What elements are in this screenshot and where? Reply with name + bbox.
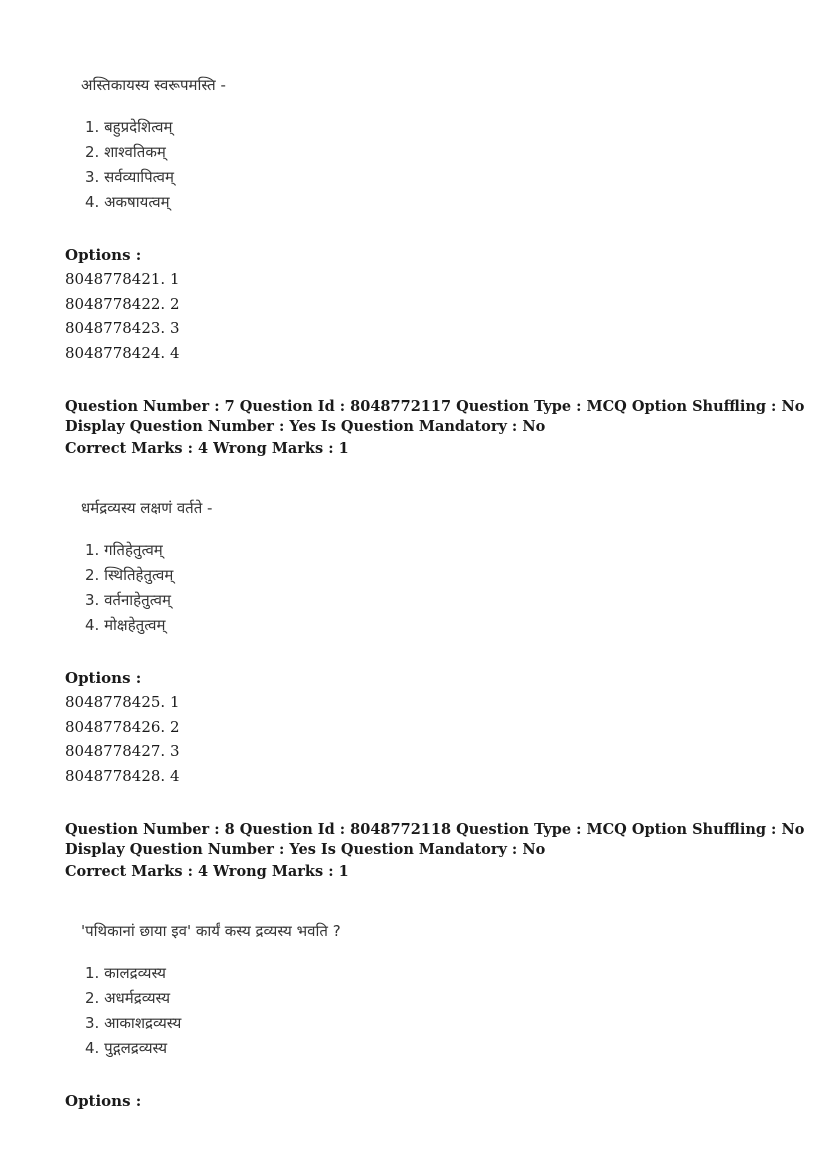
choice-item: 1. कालद्रव्यस्य xyxy=(85,964,166,982)
choice-item: 3. सर्वव्यापित्वम् xyxy=(85,168,174,186)
choice-item: 2. अधर्मद्रव्यस्य xyxy=(85,989,171,1007)
question-meta-line: Question Number : 8 Question Id : 8048772118 Question Type : MCQ Option Shuffling : No xyxy=(65,821,805,838)
choice-item: 1. गतिहेतुत्वम् xyxy=(85,541,163,559)
choice-item: 1. बहुप्रदेशित्वम् xyxy=(85,118,173,136)
option-id: 8048778423. 3 xyxy=(65,319,180,338)
choice-list xyxy=(85,961,181,1061)
marks-line: Correct Marks : 4 Wrong Marks : 1 xyxy=(65,863,349,880)
option-id: 8048778428. 4 xyxy=(65,767,180,786)
choice-list xyxy=(85,538,173,638)
choice-list xyxy=(85,115,174,215)
question-meta-line: Question Number : 7 Question Id : 8048772117 Question Type : MCQ Option Shuffling : No xyxy=(65,398,805,415)
question-text: धर्मद्रव्यस्य लक्षणं वर्तते - xyxy=(81,499,213,517)
options-label: Options : xyxy=(65,669,142,687)
option-id: 8048778424. 4 xyxy=(65,344,180,363)
option-id: 8048778422. 2 xyxy=(65,294,180,313)
option-id: 8048778426. 2 xyxy=(65,717,180,736)
choice-item: 3. आकाशद्रव्यस्य xyxy=(85,1014,182,1032)
option-id-list xyxy=(65,267,180,366)
choice-item: 4. पुद्गलद्रव्यस्य xyxy=(85,1039,168,1057)
question-meta xyxy=(65,397,804,459)
marks-line: Correct Marks : 4 Wrong Marks : 1 xyxy=(65,440,349,457)
option-id: 8048778421. 1 xyxy=(65,270,180,288)
question-meta xyxy=(65,820,804,882)
option-id: 8048778425. 1 xyxy=(65,693,180,711)
choice-item: 2. स्थितिहेतुत्वम् xyxy=(85,566,174,584)
question-meta-line: Display Question Number : Yes Is Question Mandatory : No xyxy=(65,841,546,858)
option-id: 8048778427. 3 xyxy=(65,742,180,761)
question-text: 'पथिकानां छाया इव' कार्यं कस्य द्रव्यस्य भवति ? xyxy=(81,922,341,940)
question-meta-line: Display Question Number : Yes Is Question Mandatory : No xyxy=(65,418,546,435)
question-text: अस्तिकायस्य स्वरूपमस्ति - xyxy=(81,76,226,94)
options-label: Options : xyxy=(65,1092,142,1110)
choice-item: 4. मोक्षहेतुत्वम् xyxy=(85,616,166,634)
option-id-list xyxy=(65,690,180,789)
options-label: Options : xyxy=(65,246,142,264)
choice-item: 3. वर्तनाहेतुत्वम् xyxy=(85,591,171,609)
choice-item: 4. अकषायत्वम् xyxy=(85,193,170,211)
choice-item: 2. शाश्वतिकम् xyxy=(85,143,166,161)
